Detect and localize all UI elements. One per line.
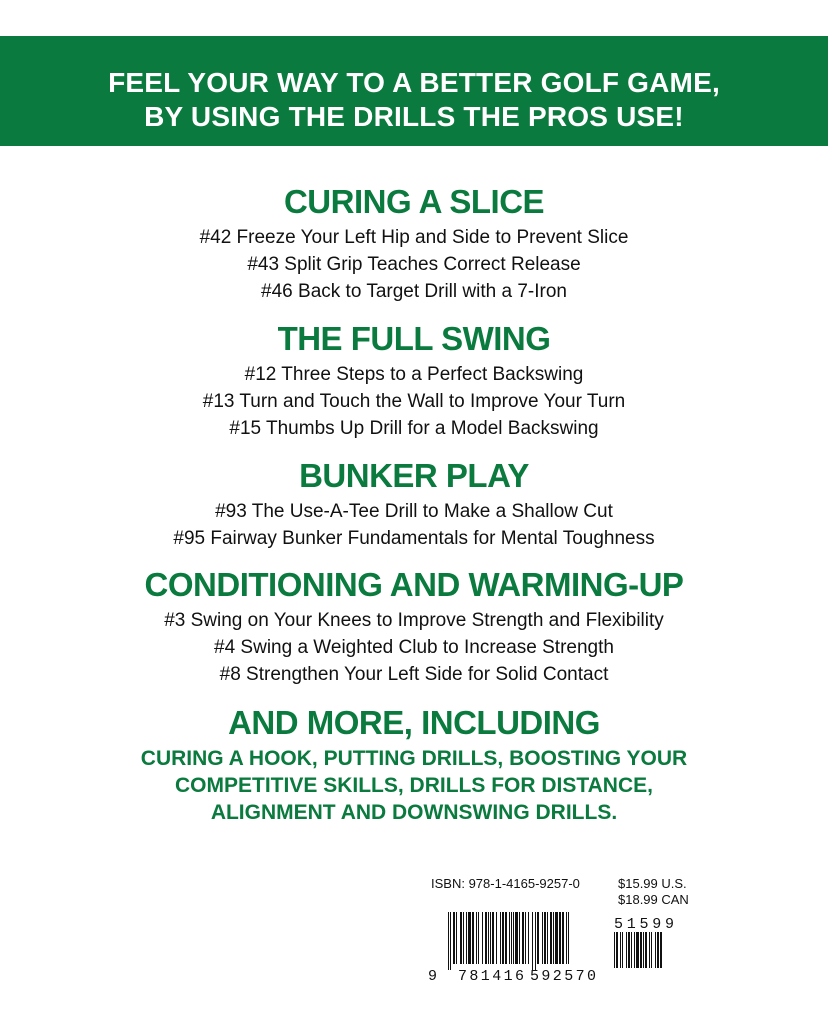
- barcode-bar: [535, 912, 536, 970]
- barcode-bar: [614, 932, 615, 968]
- barcode-bar: [643, 932, 644, 968]
- section-conditioning: [0, 563, 828, 688]
- tagline-banner: [0, 36, 828, 146]
- more-topics-line: COMPETITIVE SKILLS, DRILLS FOR DISTANCE,: [175, 774, 653, 797]
- more-topics-line: CURING A HOOK, PUTTING DRILLS, BOOSTING YOUR: [140, 747, 688, 770]
- barcode-bar: [472, 912, 474, 964]
- barcode-bar: [522, 912, 524, 964]
- barcode-bar: [566, 912, 567, 964]
- barcode-bar: [649, 932, 650, 968]
- barcode-right-digits: 592570: [530, 968, 596, 983]
- barcode-bar: [482, 912, 483, 964]
- section-title: THE FULL SWING: [277, 320, 551, 357]
- barcode-bar: [453, 912, 455, 964]
- barcode-bar: [542, 912, 543, 964]
- isbn-number: ISBN: 978-1-4165-9257-0: [431, 876, 580, 891]
- barcode-bar: [496, 912, 497, 964]
- barcode-bar: [562, 912, 564, 964]
- barcode-bar: [448, 912, 449, 970]
- barcode-bar: [640, 932, 642, 968]
- barcode-bar: [620, 932, 621, 968]
- barcode-bar: [478, 912, 479, 964]
- barcode-bar: [544, 912, 546, 964]
- price-can: $18.99 CAN: [618, 892, 689, 907]
- barcode-bar: [456, 912, 457, 964]
- barcode-bar: [636, 932, 639, 968]
- barcode-bar: [460, 912, 462, 964]
- drill-item: #3 Swing on Your Knees to Improve Strength and Flexibility: [164, 610, 664, 631]
- barcode-bar: [568, 912, 569, 964]
- price-block: [618, 876, 689, 908]
- more-topics-line: ALIGNMENT AND DOWNSWING DRILLS.: [210, 801, 618, 824]
- drill-item: #42 Freeze Your Left Hip and Side to Prevent Slice: [199, 227, 629, 248]
- section-title: CURING A SLICE: [283, 183, 545, 220]
- barcode-bar: [509, 912, 510, 964]
- section-bunker-play: [0, 454, 828, 552]
- section-and-more: [0, 701, 828, 826]
- barcode-bar: [559, 912, 561, 964]
- barcode-bar: [463, 912, 464, 964]
- barcode-bar: [492, 912, 494, 964]
- section-title: BUNKER PLAY: [299, 457, 529, 494]
- drill-item: #4 Swing a Weighted Club to Increase Strength: [214, 637, 614, 658]
- section-title: CONDITIONING AND WARMING-UP: [144, 566, 684, 603]
- barcode-bar: [485, 912, 487, 964]
- drill-item: #12 Three Steps to a Perfect Backswing: [244, 364, 584, 385]
- price-us: $15.99 U.S.: [618, 876, 687, 891]
- barcode-bar: [655, 932, 656, 968]
- barcode-bar: [502, 912, 504, 964]
- addon-barcode-bars: [614, 932, 662, 968]
- barcode-addon-digits: 51599: [614, 916, 674, 933]
- drill-item: #46 Back to Target Drill with a 7-Iron: [261, 281, 567, 302]
- drill-item: #15 Thumbs Up Drill for a Model Backswing: [229, 418, 599, 439]
- barcode-bar: [525, 912, 526, 964]
- barcode-lead-digit: 9: [428, 968, 438, 983]
- barcode-bar: [631, 932, 632, 968]
- barcode-bar: [550, 912, 552, 964]
- barcode-bar: [468, 912, 471, 964]
- section-the-full-swing: [0, 317, 828, 442]
- barcode-bar: [555, 912, 558, 964]
- barcode-bar: [657, 932, 659, 968]
- barcode-bar: [547, 912, 548, 964]
- drill-item: #95 Fairway Bunker Fundamentals for Mental Toughness: [173, 528, 655, 549]
- section-title: AND MORE, INCLUDING: [228, 704, 600, 741]
- section-curing-a-slice: [0, 180, 828, 305]
- drill-item: #93 The Use-A-Tee Drill to Make a Shallow Cut: [215, 501, 613, 522]
- drill-item: #13 Turn and Touch the Wall to Improve Your Turn: [202, 391, 626, 412]
- barcode-bar: [537, 912, 539, 964]
- main-barcode-bars: [448, 912, 569, 970]
- barcode-bar: [651, 932, 652, 968]
- barcode-bar: [628, 932, 630, 968]
- barcode-bar: [466, 912, 467, 964]
- barcode-left-digits: 781416: [458, 968, 524, 983]
- barcode-bar: [515, 912, 518, 964]
- barcode-bar: [634, 932, 635, 968]
- isbn-barcode: [422, 908, 690, 983]
- drill-item: #8 Strengthen Your Left Side for Solid Contact: [219, 664, 609, 685]
- barcode-bar: [528, 912, 529, 964]
- barcode-bar: [450, 912, 451, 970]
- barcode-bar: [626, 932, 627, 968]
- barcode-bar: [622, 932, 623, 968]
- barcode-bar: [511, 912, 512, 964]
- barcode-bar: [476, 912, 477, 964]
- barcode-bar: [500, 912, 501, 964]
- barcode-graphic: [422, 908, 690, 983]
- barcode-bar: [616, 932, 618, 968]
- barcode-bar: [513, 912, 514, 964]
- barcode-bar: [488, 912, 489, 964]
- barcode-bar: [553, 912, 554, 964]
- tagline-line-2: BY USING THE DRILLS THE PROS USE!: [144, 101, 684, 132]
- barcode-bar: [660, 932, 662, 968]
- barcode-bar: [505, 912, 507, 964]
- drill-item: #43 Split Grip Teaches Correct Release: [247, 254, 581, 275]
- tagline-line-1: FEEL YOUR WAY TO A BETTER GOLF GAME,: [108, 67, 720, 98]
- barcode-bar: [490, 912, 491, 964]
- barcode-bar: [519, 912, 520, 964]
- barcode-bar: [532, 912, 533, 970]
- barcode-bar: [645, 932, 647, 968]
